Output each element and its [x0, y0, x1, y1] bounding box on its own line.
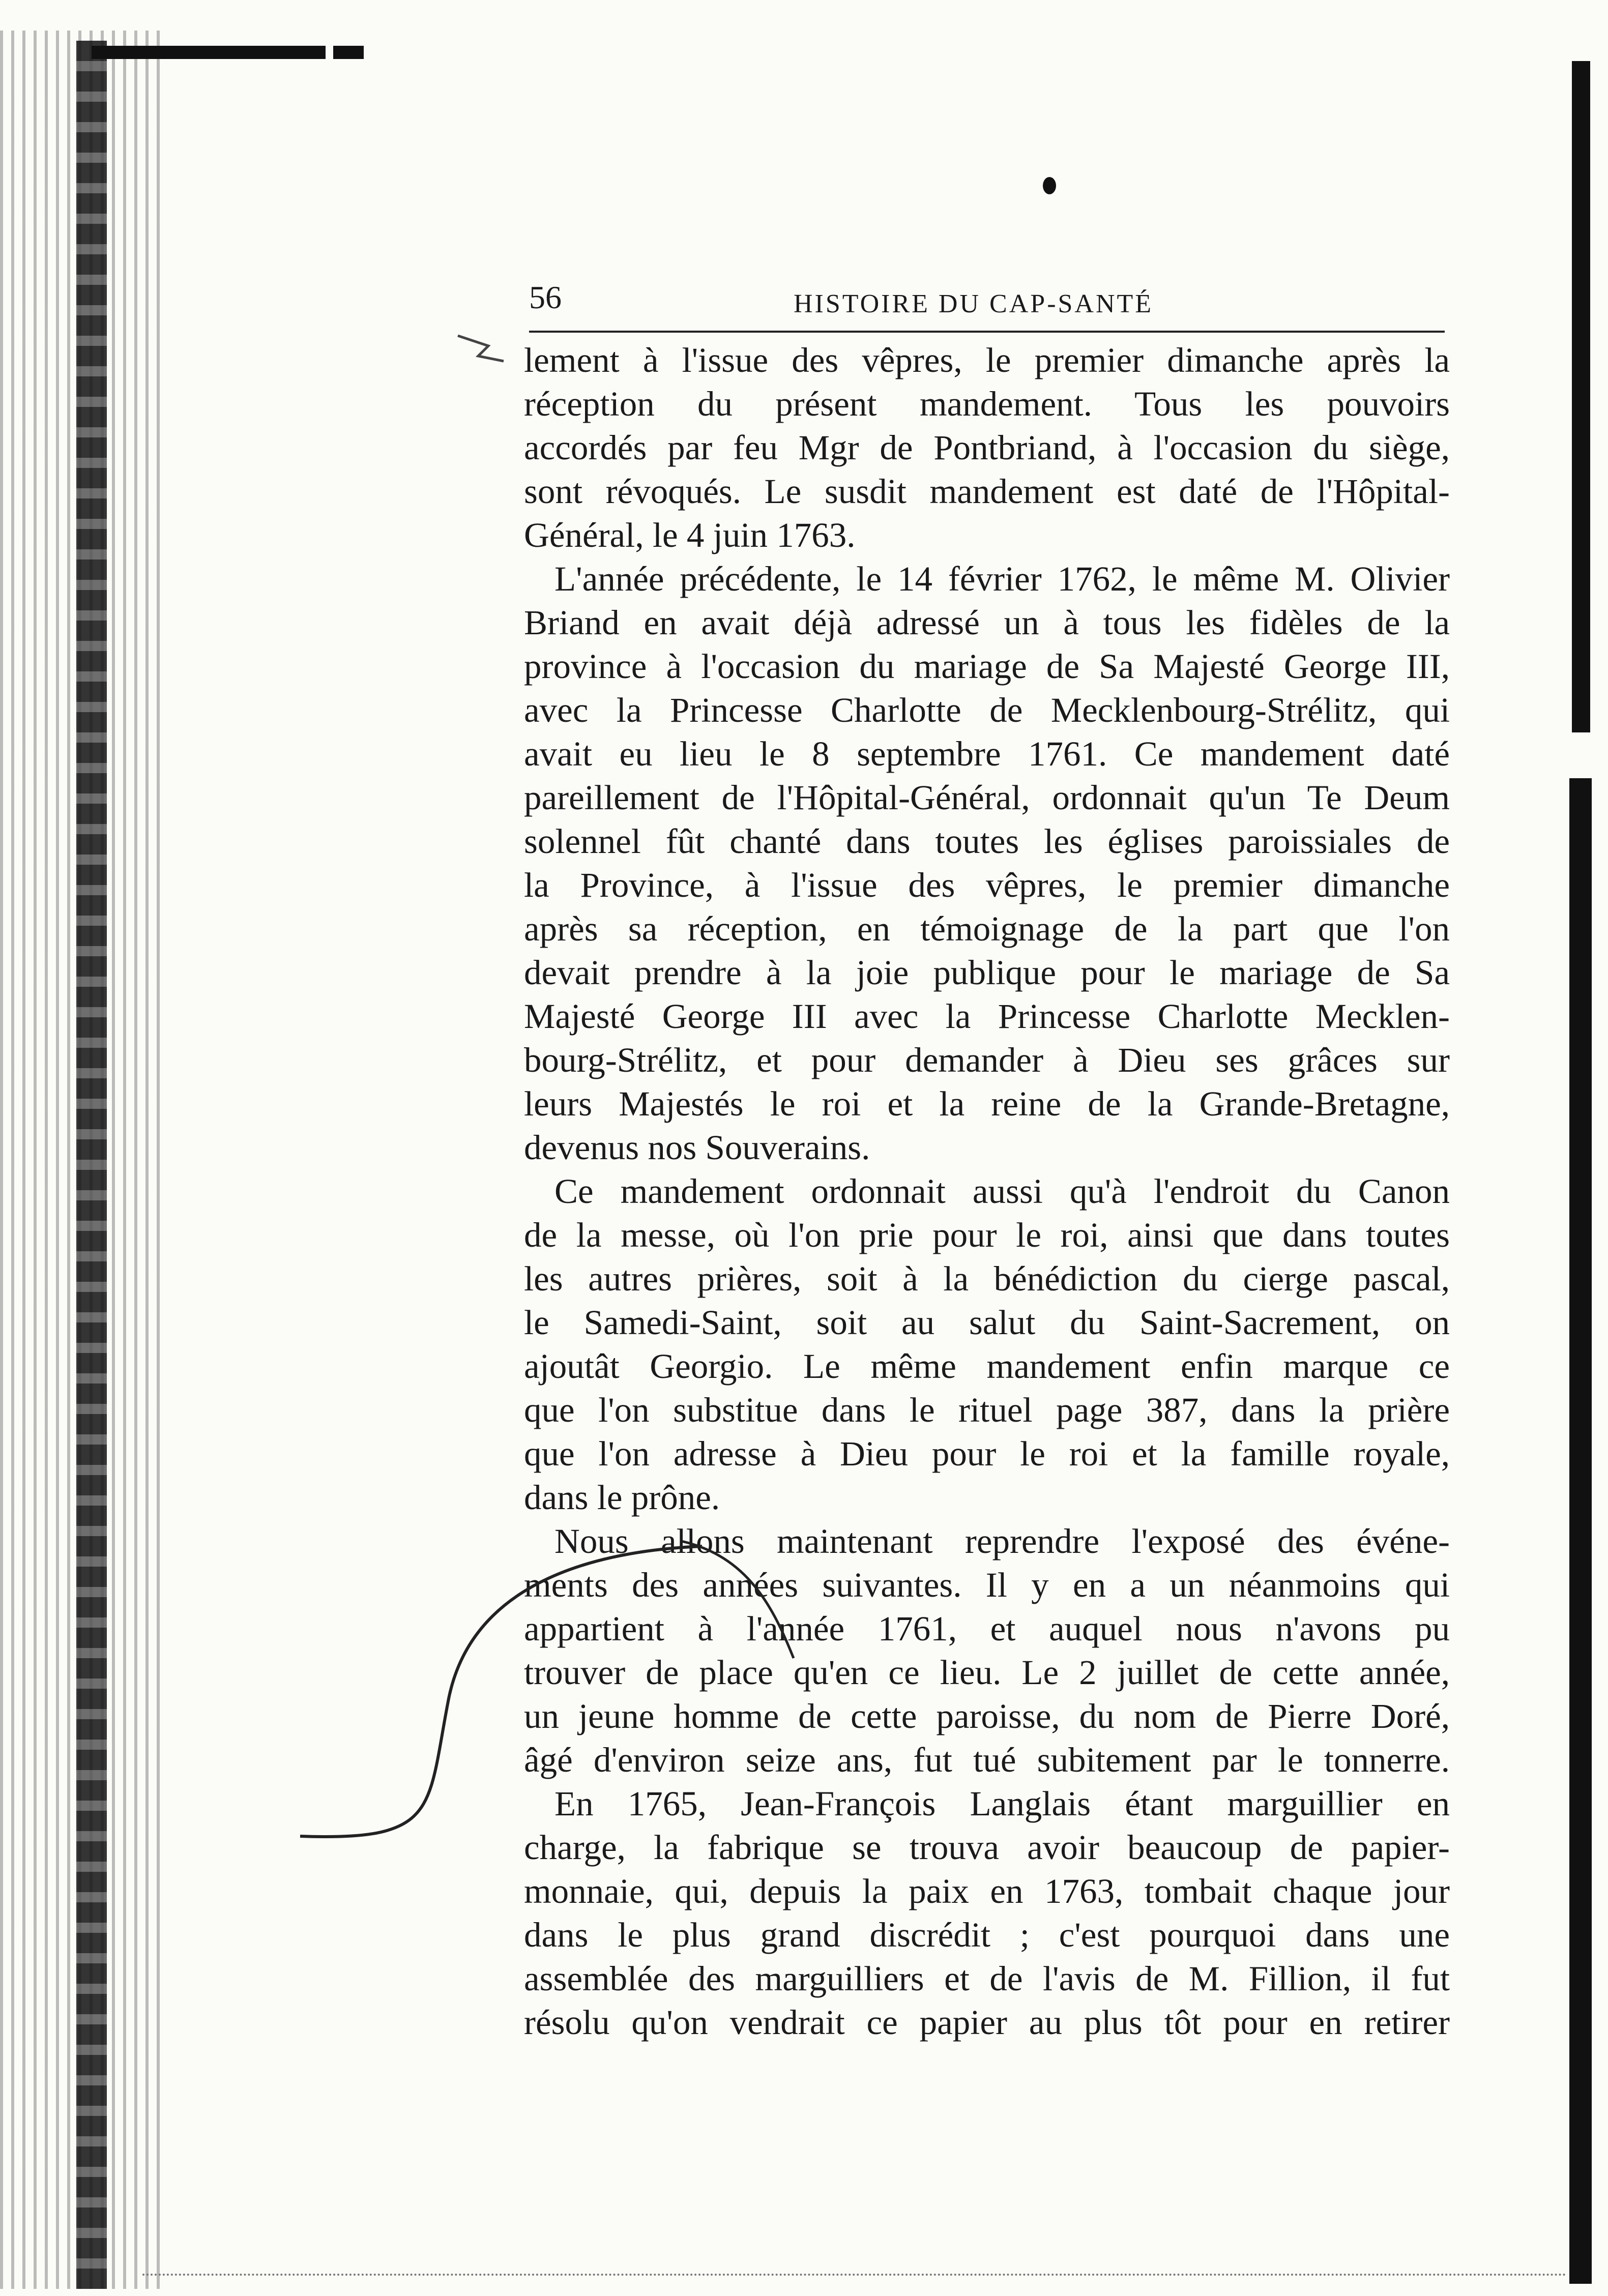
text-line: ments des années suivantes. Il y en a un néanmoins qui: [524, 1566, 1450, 1604]
text-line: que l'on substitue dans le rituel page 387, dans la prière: [524, 1391, 1450, 1429]
text-line: lement à l'issue des vêpres, le premier dimanche après la: [524, 341, 1450, 379]
text-line: résolu qu'on vendrait ce papier au plus tôt pour en retirer: [524, 2003, 1450, 2042]
text-line: le Samedi-Saint, soit au salut du Saint-Sacrement, on: [524, 1303, 1450, 1342]
text-line: monnaie, qui, depuis la paix en 1763, tombait chaque jour: [524, 1872, 1450, 1910]
text-line: charge, la fabrique se trouva avoir beaucoup de papier-: [524, 1828, 1450, 1867]
text-line: que l'on adresse à Dieu pour le roi et la famille royale,: [524, 1434, 1450, 1473]
text-line: L'année précédente, le 14 février 1762, le même M. Olivier: [554, 560, 1450, 598]
text-line: trouver de place qu'en ce lieu. Le 2 juillet de cette année,: [524, 1653, 1450, 1692]
text-line: dans le prône.: [524, 1478, 720, 1517]
text-line: sont révoqués. Le susdit mandement est daté de l'Hôpital-: [524, 472, 1450, 511]
text-line: assemblée des marguilliers et de l'avis de M. Fillion, il fut: [524, 1959, 1450, 1998]
text-line: âgé d'environ seize ans, fut tué subitement par le tonnerre.: [524, 1741, 1450, 1779]
text-line: devait prendre à la joie publique pour le mariage de Sa: [524, 953, 1450, 992]
text-line: pareillement de l'Hôpital-Général, ordonnait qu'un Te Deum: [524, 778, 1450, 817]
text-line: la Province, à l'issue des vêpres, le premier dimanche: [524, 866, 1450, 904]
text-line: bourg-Strélitz, et pour demander à Dieu ses grâces sur: [524, 1041, 1450, 1079]
text-line: accordés par feu Mgr de Pontbriand, à l'occasion du siège,: [524, 428, 1450, 467]
page-number: 56: [529, 279, 562, 315]
text-line: un jeune homme de cette paroisse, du nom de Pierre Doré,: [524, 1697, 1450, 1735]
text-line: Nous allons maintenant reprendre l'exposé des événe-: [554, 1522, 1450, 1561]
text-line: avec la Princesse Charlotte de Mecklenbourg-Strélitz, qui: [524, 691, 1450, 729]
text-line: province à l'occasion du mariage de Sa Majesté George III,: [524, 647, 1450, 686]
text-line: ajoutât Georgio. Le même mandement enfin marque ce: [524, 1347, 1450, 1386]
text-line: réception du présent mandement. Tous les pouvoirs: [524, 385, 1450, 423]
running-title: HISTOIRE DU CAP-SANTÉ: [794, 289, 1154, 318]
text-line: après sa réception, en témoignage de la part que l'on: [524, 909, 1450, 948]
text-line: leurs Majestés le roi et la reine de la Grande-Bretagne,: [524, 1084, 1450, 1123]
text-line: dans le plus grand discrédit ; c'est pourquoi dans une: [524, 1916, 1450, 1954]
text-line: les autres prières, soit à la bénédiction du cierge pascal,: [524, 1259, 1450, 1298]
text-line: appartient à l'année 1761, et auquel nous n'avons pu: [524, 1609, 1450, 1648]
text-line: En 1765, Jean-François Langlais étant marguillier en: [554, 1784, 1450, 1823]
text-line: solennel fût chanté dans toutes les églises paroissiales de: [524, 822, 1450, 861]
text-line: Briand en avait déjà adressé un à tous les fidèles de la: [524, 603, 1450, 642]
text-line: Général, le 4 juin 1763.: [524, 516, 856, 554]
text-line: Majesté George III avec la Princesse Charlotte Mecklen-: [524, 997, 1450, 1036]
text-line: devenus nos Souverains.: [524, 1128, 870, 1167]
text-line: avait eu lieu le 8 septembre 1761. Ce mandement daté: [524, 734, 1450, 773]
text-line: Ce mandement ordonnait aussi qu'à l'endroit du Canon: [554, 1172, 1450, 1211]
text-line: de la messe, où l'on prie pour le roi, ainsi que dans toutes: [524, 1216, 1450, 1254]
